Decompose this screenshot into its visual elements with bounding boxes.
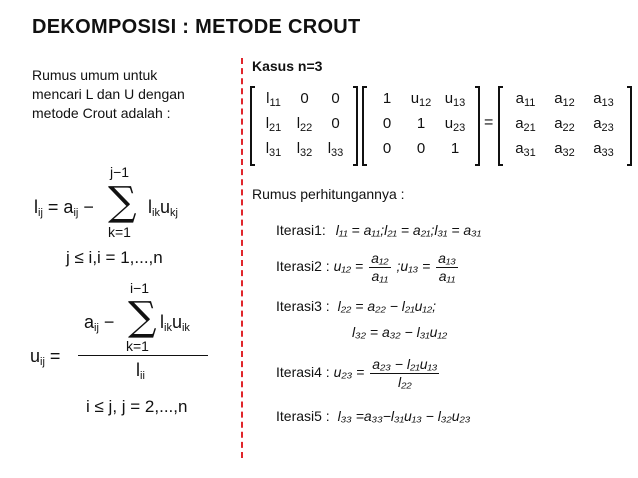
iterasi-2: Iterasi2 : u₁₂ = $\frac{\text{a₁₂}}{\text{a₁₁}}$ ;u₁₃ = $\frac{\text{a₁₃}}{\text{a₁₁}}$ [276, 250, 456, 284]
matrix_l-cell: 0 [331, 90, 340, 107]
matrix-l [250, 86, 358, 166]
matrix-a [498, 86, 632, 166]
intro-line-3: metode Crout adalah : [32, 105, 171, 121]
matrix_l-cell: $l_{21}$ [265, 115, 282, 134]
formula-l-condition: j ≤ i,i = 1,...,n [66, 248, 163, 267]
bracket-left [498, 86, 503, 166]
bracket-right [627, 86, 632, 166]
matrix_u-cell: $u_{12}$ [410, 90, 432, 109]
bracket-right [475, 86, 480, 166]
formula-u-a: $a_{ij}$ − [84, 312, 115, 334]
formula-u-upper: i−1 [130, 280, 150, 296]
matrix_u-cell: 1 [382, 90, 392, 107]
matrix_a-cell: $a_{12}$ [554, 90, 575, 109]
matrix_u-cell: 1 [416, 115, 426, 132]
matrix_a-cell: $a_{22}$ [554, 115, 575, 134]
matrix_l-cell: 0 [300, 90, 309, 107]
matrix_a-cell: $a_{31}$ [515, 140, 536, 159]
matrix_l-cell: $l_{32}$ [296, 140, 313, 159]
intro-text [32, 66, 185, 123]
matrix_u-cell: 0 [382, 115, 392, 132]
sigma-symbol-u: ∑ [128, 294, 157, 340]
iterasi-1: Iterasi1: l₁₁ = a₁₁;l₂₁ = a₂₁;l₃₁ = a₃₁ [276, 222, 482, 238]
matrix_a-cell: $a_{32}$ [554, 140, 575, 159]
matrix_a-cell: $a_{21}$ [515, 115, 536, 134]
matrix_a-cell: $a_{23}$ [593, 115, 614, 134]
kasus-heading: Kasus n=3 [252, 58, 323, 74]
formula-l-lower: k=1 [108, 224, 131, 240]
fraction-u13: $\frac{\text{a₁₃}}{\text{a₁₁}}$ [438, 250, 456, 284]
rumus-heading: Rumus perhitungannya : [252, 186, 405, 202]
formula-l-lhs: $l_{ij} = a_{ij}$ − [34, 197, 94, 219]
sigma-symbol: ∑ [108, 179, 137, 225]
section-divider [241, 58, 243, 458]
intro-line-2: mencari L dan U dengan [32, 86, 185, 102]
intro-line-1: Rumus umum untuk [32, 67, 158, 83]
bracket-right [353, 86, 358, 166]
iterasi-5: Iterasi5 : l₃₃ =a₃₃−l₃₁u₁₃ − l₃₂u₂₃ [276, 408, 471, 424]
matrix_a-cell: $a_{13}$ [593, 90, 614, 109]
matrix_l-cell: $l_{22}$ [296, 115, 313, 134]
bracket-left [362, 86, 367, 166]
formula-u-den: $l_{ii}$ [136, 360, 145, 382]
iterasi-4: Iterasi4 : u₂₃ = $\frac{\text{a₂₃ − l₂₁u₁₃}}{\text{l₂₂}}$ [276, 356, 438, 390]
matrix_l-cell: 0 [331, 115, 340, 132]
page-title: DEKOMPOSISI : METODE CROUT [32, 16, 361, 38]
equals-sign: = [484, 114, 494, 131]
iterasi-3-line-2: l₃₂ = a₃₂ − l₃₁u₁₂ [352, 324, 448, 340]
matrix_u-cell: 1 [450, 140, 460, 157]
fraction-u23: $\frac{\text{a₂₃ − l₂₁u₁₃}}{\text{l₂₂}}$ [372, 356, 438, 390]
formula-u-term: $l_{ik}u_{ik}$ [160, 312, 190, 334]
matrix_u-cell: $u_{23}$ [444, 115, 466, 134]
iterasi-3: Iterasi3 : l₂₂ = a₂₂ − l₂₁u₁₂; [276, 298, 437, 314]
matrix_l-cell: $l_{11}$ [266, 90, 281, 109]
fraction-u12: $\frac{\text{a₁₂}}{\text{a₁₁}}$ [371, 250, 389, 284]
formula-u-lower: k=1 [126, 338, 149, 354]
matrix_a-cell: $a_{11}$ [515, 90, 536, 109]
matrix_a-cell: $a_{33}$ [593, 140, 614, 159]
formula-u-condition: i ≤ j, j = 2,...,n [86, 397, 188, 416]
formula-l-upper: j−1 [110, 164, 130, 180]
bracket-left [250, 86, 255, 166]
fraction-bar [78, 355, 208, 356]
matrix-u [362, 86, 480, 166]
formula-u-lhs: $u_{ij}$ = [30, 346, 61, 368]
formula-l-term: $l_{ik}u_{kj}$ [148, 197, 178, 219]
matrix_u-cell: $u_{13}$ [444, 90, 466, 109]
matrix_l-cell: $l_{33}$ [327, 140, 344, 159]
matrix_u-cell: 0 [382, 140, 392, 157]
matrix_l-cell: $l_{31}$ [265, 140, 282, 159]
matrix_u-cell: 0 [416, 140, 426, 157]
